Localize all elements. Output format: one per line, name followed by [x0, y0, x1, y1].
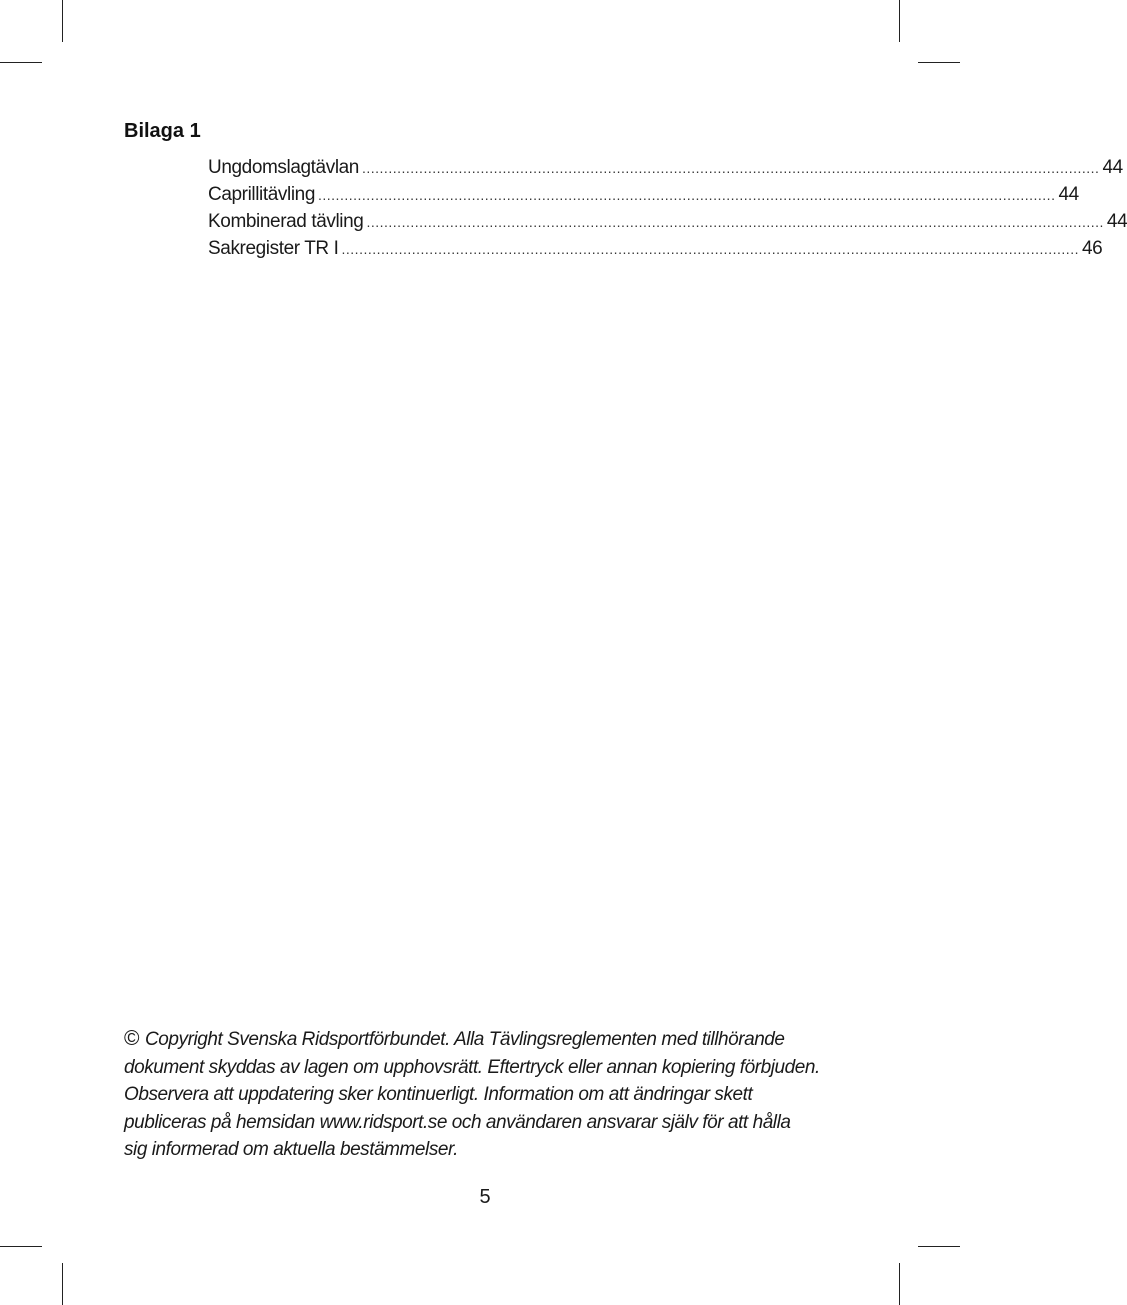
toc-entry-page: 44 [1058, 184, 1079, 205]
crop-mark-bottom-left-vertical [62, 1263, 63, 1305]
toc-dot-leader: ........................................................................................................................................................................ [318, 187, 1056, 203]
crop-mark-top-right-horizontal [918, 62, 960, 63]
copyright-line-text: Copyright Svenska Ridsportförbundet. Alla Tävlingsreglementen med tillhörande [145, 1029, 785, 1050]
toc-entry-page: 44 [1102, 157, 1123, 178]
table-of-contents [208, 154, 1127, 262]
copyright-icon: © [124, 1027, 140, 1050]
page-number: 5 [479, 1186, 491, 1208]
toc-dot-leader: ........................................................................................................................................................................ [361, 160, 1100, 176]
copyright-line: sig informerad om aktuella bestämmelser. [124, 1139, 458, 1160]
toc-entry-title: Ungdomslagtävlan [208, 157, 359, 178]
toc-entry-title: Caprillitävling [208, 184, 315, 205]
toc-entry-title: Kombinerad tävling [208, 211, 364, 232]
crop-mark-top-left-horizontal [0, 62, 42, 63]
section-heading: Bilaga 1 [124, 120, 201, 142]
toc-entry-page: 46 [1081, 238, 1103, 259]
copyright-line: publiceras på hemsidan www.ridsport.se och användaren ansvarar själv för att hålla [124, 1111, 791, 1133]
toc-entry[interactable] [208, 235, 1103, 262]
crop-mark-top-left-vertical [62, 0, 63, 42]
toc-entry[interactable] [208, 154, 1123, 181]
crop-mark-bottom-right-horizontal [918, 1246, 960, 1247]
toc-entry-title: Sakregister TR I [208, 238, 339, 259]
toc-entry[interactable] [208, 208, 1127, 235]
crop-mark-top-right-vertical [899, 0, 900, 42]
crop-mark-bottom-right-vertical [899, 1263, 900, 1305]
toc-dot-leader: ........................................................................................................................................................................ [366, 214, 1104, 230]
copyright-line: Observera att uppdatering sker kontinuerligt. Information om att ändringar skett [124, 1084, 753, 1105]
crop-mark-bottom-left-horizontal [0, 1246, 42, 1247]
copyright-line [124, 1025, 844, 1054]
toc-entry-page: 44 [1106, 211, 1127, 232]
toc-dot-leader: ........................................................................................................................................................................ [341, 241, 1079, 257]
toc-entry[interactable] [208, 181, 1079, 208]
copyright-line: dokument skyddas av lagen om upphovsrätt. Eftertryck eller annan kopiering förbjuden. [124, 1056, 820, 1078]
copyright-notice [124, 1025, 844, 1164]
